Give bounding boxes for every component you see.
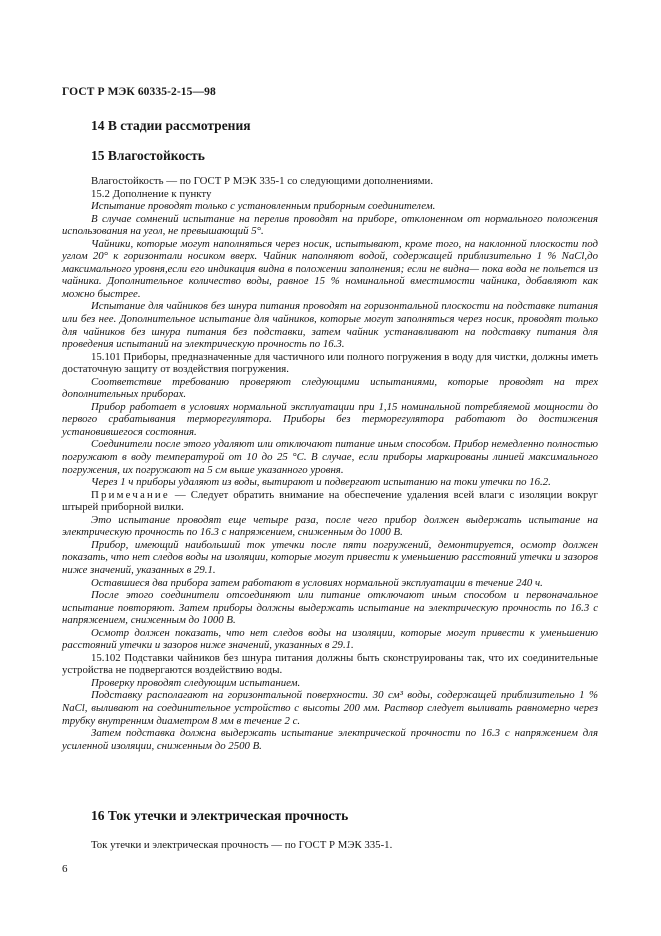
paragraph: 15.102 Подставки чайников без шнура питания должны быть сконструированы так, что их соединительные устройства не подвергаются воздействию воды. — [62, 651, 598, 677]
paragraph: Соединители после этого удаляют или отключают питание иным способом. Прибор немедленно полностью погружают в воду температурой от 10 до 25 °C. В случае, если приборы маркированы линией максимального погружения, их погружают на 5 см выше указанного уровня. — [62, 438, 598, 476]
paragraph: 15.101 Приборы, предназначенные для частичного или полного погружения в воду для чистки, должны иметь достаточную защиту от воздействия погружения. — [62, 350, 598, 376]
paragraph: Затем подставка должна выдержать испытание электрической прочности по 16.3 с напряжением для усиленной изоляции, сниженным до 2500 В. — [62, 727, 598, 752]
section-16-text: Ток утечки и электрическая прочность — по ГОСТ Р МЭК 335-1. — [91, 839, 393, 851]
paragraph: Через 1 ч приборы удаляют из воды, вытирают и подвергают испытанию на токи утечки по 16.2. — [91, 476, 551, 489]
page-number: 6 — [62, 863, 68, 875]
section-15-body — [62, 175, 598, 752]
paragraph: Испытание проводят только с установленным приборным соединителем. — [91, 200, 436, 213]
note-text: — Следует обратить внимание на обеспечение удаления всей влаги с изоляции вокруг штырей приборной вилки. — [62, 488, 598, 514]
document-header: ГОСТ Р МЭК 60335-2-15—98 — [62, 86, 216, 98]
paragraph: Соответствие требованию проверяют следующими испытаниями, которые проводят на трех дополнительных приборах. — [62, 375, 598, 401]
paragraph: В случае сомнений испытание на перелив проводят на приборе, отклоненном от нормального положения использования на угол, не превышающий 5°. — [62, 212, 598, 238]
paragraph: Проверку проводят следующим испытанием. — [91, 676, 301, 689]
section-16-heading: 16 Ток утечки и электрическая прочность — [91, 808, 349, 823]
paragraph: Прибор работает в условиях нормальной эксплуатации при 1,15 номинальной потребляемой мощности до первого срабатывания терморегулятора. Приборы без терморегулятора работают до достижения установившегося состояния. — [62, 400, 598, 438]
paragraph: Оставшиеся два прибора затем работают в условиях нормальной эксплуатации в течение 240 ч. — [91, 576, 543, 589]
paragraph: После этого соединители отсоединяют или питание отключают иным способом и первоначальное испытание повторяют. Затем приборы должны выдержать испытание на электрическую прочность по 16.3 с напряжением, сниженным до 1000 В. — [62, 589, 598, 627]
note — [62, 489, 598, 514]
paragraph: Прибор, имеющий наибольший ток утечки после пяти погружений, демонтируется, осмотр должен показать, что нет следов воды на изоляции, которые могут привести к уменьшению расстояний утечки и зазоров ниже значений, указанных в 29.1. — [62, 538, 598, 576]
paragraph: Это испытание проводят еще четыре раза, после чего прибор должен выдержать испытание на электрическую прочность по 16.3 с напряжением, сниженным до 1000 В. — [62, 513, 598, 539]
paragraph: Подставку располагают на горизонтальной поверхности. 30 см³ воды, содержащей приблизительно 1 % NaCl, выливают на соединительное устройство с высоты 200 мм. Раствор следует выливать равномерно через трубку внутренним диаметром 8 мм в течение 2 с. — [62, 689, 598, 727]
note-label: Примечание — [91, 488, 170, 501]
paragraph: Влагостойкость — по ГОСТ Р МЭК 335-1 со следующими дополнениями. — [91, 175, 434, 187]
paragraph: 15.2 Дополнение к пункту — [91, 187, 212, 200]
paragraph: Испытание для чайников без шнура питания проводят на горизонтальной плоскости на подставке питания или без нее. Дополнительное испытание для чайников, которые могут заполняться через носик, проводят только для чайников без шнура питания без подставки, затем чайник устанавливают на подставку питания для проведения испытаний на электрическую прочность по 16.3. — [62, 300, 598, 351]
paragraph: Чайники, которые могут наполняться через носик, испытывают, кроме того, на наклонной плоскости под углом 20° к горизонтали носиком вверх. Чайник наполняют водой, содержащей приблизительно 1 % NaCl,до максимального уровня,если его индикация видна в положении заполнения; если не видна— пока вода не польется из чайника. Дополнительное количество воды, равное 15 % номинальной вместимости чайника, добавляют как можно быстрее. — [62, 237, 598, 300]
section-14-heading: 14 В стадии рассмотрения — [91, 118, 251, 133]
paragraph: Осмотр должен показать, что нет следов воды на изоляции, которые могут привести к уменьшению расстояний утечки и зазоров ниже значений, указанных в 29.1. — [62, 626, 598, 652]
section-15-heading: 15 Влагостойкость — [91, 148, 205, 163]
